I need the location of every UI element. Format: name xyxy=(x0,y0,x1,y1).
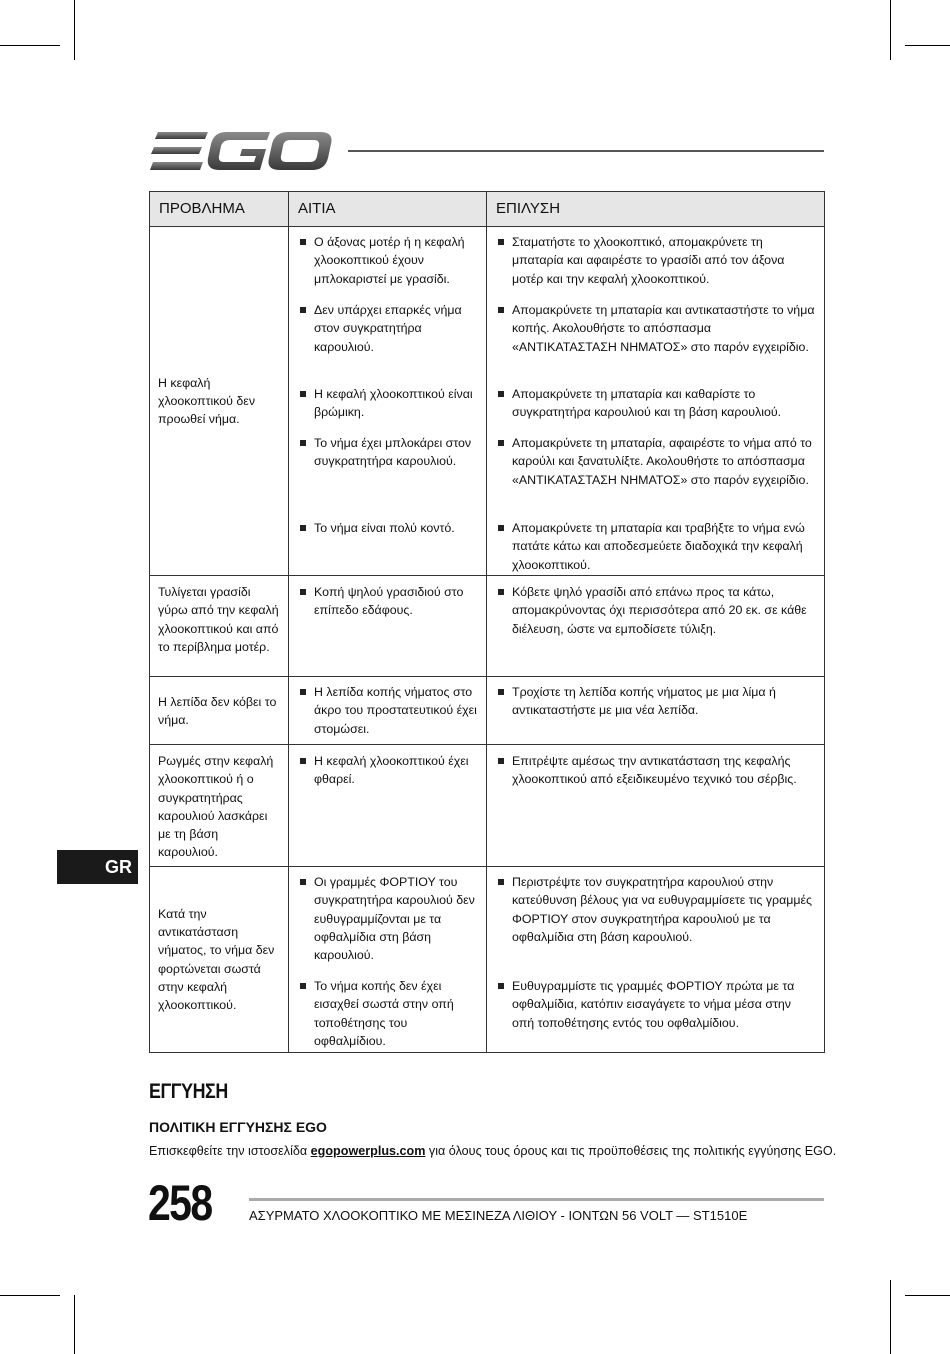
bullet-icon xyxy=(498,758,504,764)
cause-cell xyxy=(289,227,487,576)
cause-item: Οι γραμμές ΦΟΡΤΙΟΥ του συγκρατητήρα καρουλιού δεν ευθυγραμμίζονται με τα οφθαλμίδια στη βάση καρουλιού. xyxy=(289,873,486,977)
problem-cell: Η κεφαλή χλοοκοπτικού δεν προωθεί νήμα. xyxy=(150,227,289,576)
warranty-title: ΕΓΓΥΗΣΗ xyxy=(149,1080,228,1103)
page-number: 258 xyxy=(148,1175,212,1231)
bullet-icon xyxy=(300,239,306,245)
cause-item: Κοπή ψηλού γρασιδιού στο επίπεδο εδάφους. xyxy=(289,583,486,676)
policy-text xyxy=(149,1144,836,1158)
bullet-icon xyxy=(300,440,306,446)
solution-item: Περιστρέψτε τον συγκρατητήρα καρουλιού στην κατεύθυνση βέλους για να ευθυγραμμίσετε τις γραμμές ΦΟΡΤΙΟΥ στον συγκρατητήρα καρουλιού με τα οφθαλμίδια στη βάση καρουλιού. xyxy=(487,873,824,977)
solution-cell xyxy=(487,576,825,677)
solution-item: Απομακρύνετε τη μπαταρία και αντικαταστήστε το νήμα κοπής. Ακολουθήστε το απόσπασμα «ΑΝΤΙΚΑΤΑΣΤΑΣΗ ΝΗΜΑΤΟΣ» στο παρόν εγχειρίδιο. xyxy=(487,301,824,385)
crop-mark xyxy=(905,1295,950,1296)
policy-text-before: Επισκεφθείτε την ιστοσελίδα xyxy=(149,1144,311,1158)
policy-text-after: για όλους τους όρους και τις προϋποθέσεις της πολιτικής εγγύησης EGO. xyxy=(425,1144,837,1158)
table-row xyxy=(150,576,825,677)
cause-item: Δεν υπάρχει επαρκές νήμα στον συγκρατητήρα καρουλιού. xyxy=(289,301,486,385)
solution-cell xyxy=(487,677,825,745)
policy-title: ΠΟΛΙΤΙΚΗ ΕΓΓΥΗΣΗΣ EGO xyxy=(149,1119,327,1135)
bullet-icon xyxy=(498,525,504,531)
bullet-icon xyxy=(300,307,306,313)
solution-item: Απομακρύνετε τη μπαταρία και τραβήξτε το νήμα ενώ πατάτε κάτω και αποδεσμεύετε διαδοχικά την κεφαλή χλοοκοπτικού. xyxy=(487,519,824,575)
cause-item: Το νήμα κοπής δεν έχει εισαχθεί σωστά στην οπή τοποθέτησης του οφθαλμίδιου. xyxy=(289,977,486,1050)
solution-item: Επιτρέψτε αμέσως την αντικατάσταση της κεφαλής χλοοκοπτικού από εξειδικευμένο τεχνικό του σέρβις. xyxy=(487,752,824,789)
crop-mark xyxy=(74,0,75,60)
footer-rule xyxy=(249,1198,824,1201)
solution-item: Κόβετε ψηλό γρασίδι από επάνω προς τα κάτω, απομακρύνοντας όχι περισσότερα από 20 εκ. σε κάθε διέλευση, ώστε να εμποδίσετε τύλιξη. xyxy=(487,583,824,638)
crop-mark xyxy=(74,1295,75,1354)
problem-cell: Η λεπίδα δεν κόβει το νήμα. xyxy=(150,677,289,745)
problem-cell: Κατά την αντικατάσταση νήματος, το νήμα δεν φορτώνεται σωστά στην κεφαλή χλοοκοπτικού. xyxy=(150,867,289,1053)
bullet-icon xyxy=(498,440,504,446)
bullet-icon xyxy=(300,879,306,885)
bullet-icon xyxy=(498,879,504,885)
cause-cell xyxy=(289,867,487,1053)
bullet-icon xyxy=(498,239,504,245)
bullet-icon xyxy=(498,391,504,397)
footer-title: ΑΣΥΡΜΑΤΟ ΧΛΟΟΚΟΠΤΙΚΟ ΜΕ ΜΕΣΙΝΕΖΑ ΛΙΘΙΟΥ - ΙΟΝΤΩΝ 56 VOLT — ST1510E xyxy=(249,1208,748,1223)
website-link[interactable]: egopowerplus.com xyxy=(310,1144,426,1158)
cause-cell xyxy=(289,677,487,745)
problem-cell: Ρωγμές στην κεφαλή χλοοκοπτικού ή ο συγκρατητήρας καρουλιού λασκάρει με τη βάση καρουλιού. xyxy=(150,745,289,867)
table-row xyxy=(150,867,825,1053)
solution-item: Απομακρύνετε τη μπαταρία, αφαιρέστε το νήμα από το καρούλι και ξανατυλίξτε. Ακολουθήστε το απόσπασμα «ΑΝΤΙΚΑΤΑΣΤΑΣΗ ΝΗΜΑΤΟΣ» στο παρόν εγχειρίδιο. xyxy=(487,434,824,519)
problem-cell: Τυλίγεται γρασίδι γύρω από την κεφαλή χλοοκοπτικού και από το περίβλημα μοτέρ. xyxy=(150,576,289,677)
crop-mark xyxy=(905,45,950,46)
bullet-icon xyxy=(498,589,504,595)
table-row xyxy=(150,745,825,867)
header-cause: ΑΙΤΙΑ xyxy=(289,192,487,227)
language-tab: GR xyxy=(57,850,138,884)
crop-mark xyxy=(890,0,891,60)
table-header-row xyxy=(150,192,825,227)
solution-item: Ευθυγραμμίστε τις γραμμές ΦΟΡΤΙΟΥ πρώτα με τα οφθαλμίδια, κατόπιν εισαγάγετε το νήμα μέσα στην οπή τοποθέτησης εντός του οφθαλμίδιου. xyxy=(487,977,824,1032)
cause-item: Το νήμα έχει μπλοκάρει στον συγκρατητήρα καρουλιού. xyxy=(289,434,486,519)
bullet-icon xyxy=(498,689,504,695)
crop-mark xyxy=(0,45,60,46)
solution-cell xyxy=(487,227,825,576)
solution-item: Τροχίστε τη λεπίδα κοπής νήματος με μια λίμα ή αντικαταστήστε με μια νέα λεπίδα. xyxy=(487,683,824,720)
header-solution: ΕΠΙΛΥΣΗ xyxy=(487,192,825,227)
cause-item: Η κεφαλή χλοοκοπτικού έχει φθαρεί. xyxy=(289,752,486,866)
bullet-icon xyxy=(300,689,306,695)
table-row xyxy=(150,677,825,745)
ego-logo xyxy=(150,130,332,172)
solution-item: Σταματήστε το χλοοκοπτικό, απομακρύνετε τη μπαταρία και αφαιρέστε το γρασίδι από τον άξονα μοτέρ και την κεφαλή χλοοκοπτικού. xyxy=(487,233,824,301)
bullet-icon xyxy=(300,589,306,595)
header-problem: ΠΡΟΒΛΗΜΑ xyxy=(150,192,289,227)
crop-mark xyxy=(0,1295,60,1296)
table-row xyxy=(150,227,825,576)
cause-item: Ο άξονας μοτέρ ή η κεφαλή χλοοκοπτικού έχουν μπλοκαριστεί με γρασίδι. xyxy=(289,233,486,301)
cause-item: Η λεπίδα κοπής νήματος στο άκρο του προστατευτικού έχει στομώσει. xyxy=(289,683,486,744)
bullet-icon xyxy=(300,758,306,764)
cause-cell xyxy=(289,745,487,867)
bullet-icon xyxy=(300,525,306,531)
troubleshooting-table xyxy=(149,191,825,1053)
bullet-icon xyxy=(498,307,504,313)
solution-cell xyxy=(487,745,825,867)
bullet-icon xyxy=(498,983,504,989)
solution-item: Απομακρύνετε τη μπαταρία και καθαρίστε το συγκρατητήρα καρουλιού και τη βάση καρουλιού. xyxy=(487,385,824,434)
crop-mark xyxy=(890,1280,891,1354)
bullet-icon xyxy=(300,983,306,989)
solution-cell xyxy=(487,867,825,1053)
cause-item: Η κεφαλή χλοοκοπτικού είναι βρώμικη. xyxy=(289,385,486,434)
cause-cell xyxy=(289,576,487,677)
bullet-icon xyxy=(300,391,306,397)
cause-item: Το νήμα είναι πολύ κοντό. xyxy=(289,519,486,575)
header-rule xyxy=(348,150,824,152)
